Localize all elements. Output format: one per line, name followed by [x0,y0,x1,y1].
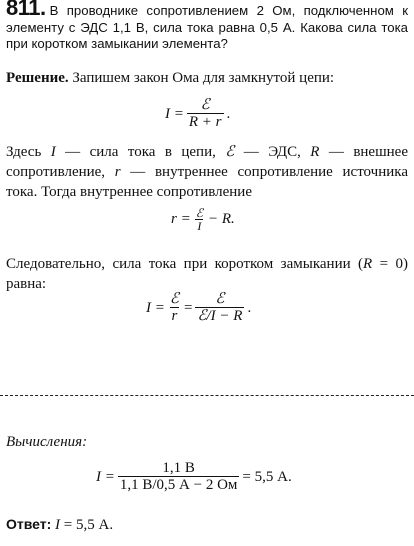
formula-tail: . [226,105,231,122]
fraction-denominator: 1,1 В/0,5 А − 2 Ом [119,477,238,493]
text-segment: — ЭДС, [234,144,311,160]
solution-label: Решение. [6,70,69,86]
variable: R [310,144,320,160]
variable: I [50,144,56,160]
fraction-numerator: ℰ [200,97,210,113]
calculation-result: = 5,5 А. [242,468,292,485]
formula-short-circuit [146,291,251,325]
fraction-denominator: r [171,308,178,324]
solution-paragraph-3 [6,254,408,294]
formula-lhs: I = [165,105,184,122]
text-segment: — внутреннее сопротивление источника тока. Тогда внутреннее сопротивление [6,164,408,200]
fraction-numerator: 1,1 В [162,460,195,476]
calculation-fraction [118,460,240,494]
solution-intro-text: Запишем закон Ома для замкнутой цепи: [68,70,335,86]
answer-variable: I [55,517,61,533]
formula-lhs: r = [171,211,191,227]
calculation-formula [96,460,292,494]
formula-fraction [194,207,205,232]
fraction-numerator: ℰ [195,206,203,220]
solution-paragraph-2 [6,142,408,202]
formula-lhs: I = [146,299,165,316]
solution-intro [6,68,408,88]
formula-tail: . [247,299,252,316]
text-segment: Здесь [6,144,51,160]
answer-label: Ответ: [6,516,52,532]
variable: r [114,164,121,180]
formula-tail: − R. [207,211,235,227]
formula-fraction-1 [168,291,181,325]
fraction-denominator: I [197,219,202,233]
text-segment: Следовательно, сила тока при коротком замыкании ( [6,256,364,272]
formula-fraction [187,97,224,131]
fraction-numerator: ℰ [215,291,225,307]
text-segment: — сила тока в цепи, [55,144,226,160]
text-segment: = 0) равна: [6,256,408,292]
formula-lhs: I = [96,468,115,485]
fraction-numerator: ℰ [169,291,179,307]
text-segment: — внешнее сопротивление, [6,144,408,180]
formula-fraction-2 [195,291,244,325]
equals-sign: = [183,299,193,316]
problem-text: В проводнике сопротивлением 2 Ом, подключенном к элементу с ЭДС 1,1 В, сила тока равна 0,5 А. Какова сила тока при коротком замыкании элемента? [6,3,408,51]
calculations-label: Вычисления: [6,434,88,450]
answer-line [6,516,113,534]
variable: R [363,256,373,272]
fraction-denominator: R + r [188,114,222,130]
variable: ℰ [225,144,235,160]
fraction-denominator: ℰ/I − R [197,308,243,324]
formula-internal-resistance [171,207,235,232]
formula-ohm-law [165,97,230,131]
dashed-divider [0,395,414,396]
answer-value: = 5,5 А. [60,517,114,533]
problem-statement [6,0,408,53]
problem-number: 811. [6,0,46,20]
